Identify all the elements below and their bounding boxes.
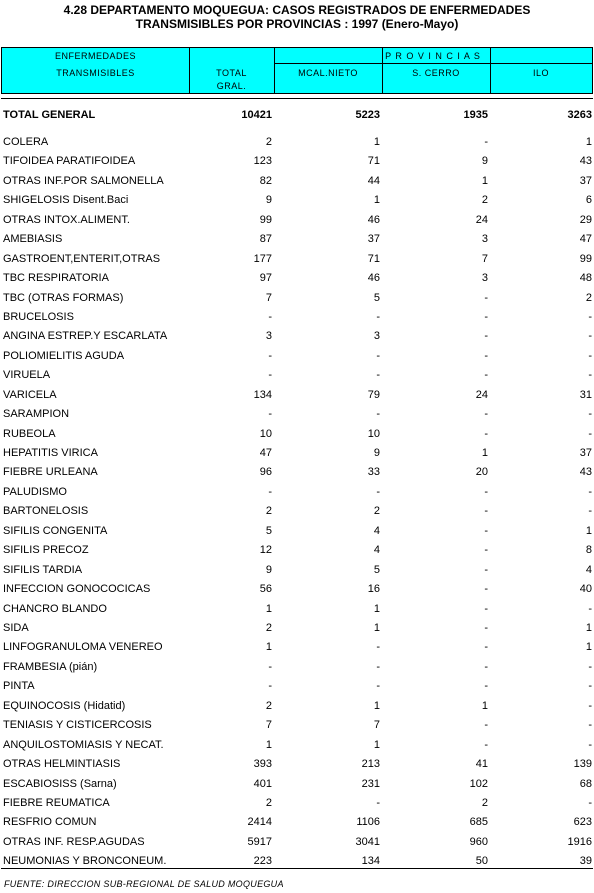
row-ilo: 37 <box>579 174 592 187</box>
row-name: ESCABIOSISS (Sarna) <box>3 777 117 790</box>
row-scerro: 2 <box>481 796 488 809</box>
row-mcal: 1 <box>373 602 380 615</box>
row-total: 223 <box>253 855 272 868</box>
row-total: 2 <box>265 699 272 712</box>
row-mcal: 79 <box>367 388 380 401</box>
header-provincias: P R O V I N C I A S <box>385 51 481 61</box>
table-row <box>0 855 594 874</box>
row-total: - <box>268 680 272 693</box>
row-scerro: - <box>484 505 488 518</box>
table-row <box>0 603 594 622</box>
row-scerro: 20 <box>475 466 488 479</box>
row-total: 1 <box>265 602 272 615</box>
row-total: 87 <box>259 233 272 246</box>
row-total: 2 <box>265 136 272 148</box>
row-total: - <box>268 310 272 323</box>
table-row <box>0 194 594 213</box>
row-mcal: 7 <box>373 719 380 732</box>
row-scerro: - <box>484 622 488 634</box>
table-row <box>0 233 594 252</box>
row-mcal: 2 <box>373 505 380 518</box>
row-scerro: 24 <box>475 388 488 401</box>
table-row <box>0 369 594 388</box>
table-row <box>0 564 594 583</box>
row-ilo: 3263 <box>567 109 592 121</box>
table-row <box>0 525 594 544</box>
row-total: 1 <box>265 641 272 654</box>
row-total: 1 <box>265 738 272 751</box>
table-row <box>0 428 594 447</box>
row-name: TBC RESPIRATORIA <box>3 272 109 285</box>
row-total: 9 <box>265 194 272 207</box>
row-ilo: 68 <box>579 777 592 790</box>
table-row <box>0 447 594 466</box>
row-total: 9 <box>265 563 272 576</box>
row-name: TENIASIS Y CISTICERCOSIS <box>3 719 152 732</box>
row-name: EQUINOCOSIS (Hidatid) <box>3 699 126 712</box>
row-scerro: - <box>484 563 488 576</box>
row-mcal: 134 <box>361 855 380 868</box>
row-scerro: 1 <box>481 699 488 712</box>
row-total: 401 <box>253 777 272 790</box>
row-mcal: - <box>376 369 380 382</box>
row-total: 7 <box>265 291 272 304</box>
row-mcal: - <box>376 485 380 498</box>
row-name: GASTROENT,ENTERIT,OTRAS <box>3 252 161 265</box>
row-ilo: 1916 <box>567 835 592 848</box>
row-scerro: - <box>484 660 488 673</box>
table-row <box>0 641 594 660</box>
row-ilo: - <box>588 660 592 673</box>
row-scerro: 3 <box>481 272 488 285</box>
row-scerro: - <box>484 408 488 421</box>
row-ilo: 2 <box>585 291 592 304</box>
row-name: TIFOIDEA PARATIFOIDEA <box>3 155 136 168</box>
row-scerro: 102 <box>469 777 488 790</box>
row-mcal: - <box>376 408 380 421</box>
header-total-line1: TOTAL <box>216 68 247 78</box>
row-scerro: - <box>484 524 488 537</box>
row-total: 7 <box>265 719 272 732</box>
row-scerro: - <box>484 349 488 362</box>
row-mcal: 4 <box>373 544 380 557</box>
table-row <box>0 797 594 816</box>
row-scerro: - <box>484 330 488 343</box>
row-scerro: - <box>484 310 488 323</box>
row-name: SIFILIS PRECOZ <box>3 544 89 557</box>
row-name: RESFRIO COMUN <box>3 816 97 829</box>
row-name: TOTAL GENERAL <box>3 109 96 121</box>
row-scerro: 3 <box>481 233 488 246</box>
table-title-line1: 4.28 DEPARTAMENTO MOQUEGUA: CASOS REGISTRADOS DE ENFERMEDADES <box>63 3 531 17</box>
row-name: BARTONELOSIS <box>3 505 89 518</box>
row-scerro: 9 <box>481 155 488 168</box>
row-ilo: - <box>588 408 592 421</box>
row-ilo: 1 <box>585 524 592 537</box>
table-row <box>0 486 594 505</box>
row-ilo: 43 <box>579 155 592 168</box>
row-total: 96 <box>259 466 272 479</box>
table-row <box>0 719 594 738</box>
row-name: SARAMPION <box>3 408 70 421</box>
row-mcal: - <box>376 796 380 809</box>
row-ilo: 31 <box>579 388 592 401</box>
row-mcal: 3 <box>373 330 380 343</box>
row-mcal: 33 <box>367 466 380 479</box>
row-name: FIEBRE REUMATICA <box>3 796 110 809</box>
row-name: CHANCRO BLANDO <box>3 602 107 615</box>
row-total: 5 <box>265 524 272 537</box>
row-name: PINTA <box>3 680 35 693</box>
row-mcal: 71 <box>367 155 380 168</box>
row-name: POLIOMIELITIS AGUDA <box>3 349 125 362</box>
row-ilo: - <box>588 699 592 712</box>
row-ilo: - <box>588 719 592 732</box>
row-total: 10421 <box>241 109 272 121</box>
table-row <box>0 816 594 835</box>
header-bottom-rule <box>1 98 593 99</box>
row-total: 56 <box>259 583 272 596</box>
table-row <box>0 700 594 719</box>
row-mcal: 1106 <box>356 816 380 829</box>
row-mcal: 3041 <box>355 835 380 848</box>
row-name: OTRAS INTOX.ALIMENT. <box>3 213 130 226</box>
header-total-line2: GRAL. <box>216 81 247 91</box>
row-total: - <box>268 408 272 421</box>
row-ilo: 1 <box>585 622 592 634</box>
row-total: - <box>268 485 272 498</box>
table-row <box>0 350 594 369</box>
row-mcal: 1 <box>373 622 380 634</box>
row-name: FRAMBESIA (pián) <box>3 660 98 673</box>
row-mcal: - <box>376 680 380 693</box>
row-name: TBC (OTRAS FORMAS) <box>3 291 124 304</box>
row-name: HEPATITIS VIRICA <box>3 447 98 460</box>
row-scerro: 1 <box>481 447 488 460</box>
table-row <box>0 330 594 349</box>
row-scerro: 7 <box>481 252 488 265</box>
row-total: 47 <box>259 447 272 460</box>
row-mcal: 10 <box>367 427 380 440</box>
row-name: INFECCION GONOCOCICAS <box>3 583 151 596</box>
row-scerro: 685 <box>469 816 488 829</box>
row-name: OTRAS HELMINTIASIS <box>3 758 121 771</box>
row-scerro: - <box>484 583 488 596</box>
row-scerro: 2 <box>481 194 488 207</box>
row-name: SIDA <box>3 622 29 634</box>
row-ilo: - <box>588 505 592 518</box>
row-ilo: 43 <box>579 466 592 479</box>
row-mcal: 16 <box>367 583 380 596</box>
row-mcal: 1 <box>373 699 380 712</box>
row-mcal: 4 <box>373 524 380 537</box>
table-row <box>0 408 594 427</box>
row-name: PALUDISMO <box>3 485 67 498</box>
table-row <box>0 758 594 777</box>
row-ilo: 40 <box>579 583 592 596</box>
row-ilo: - <box>588 369 592 382</box>
row-name: FIEBRE URLEANA <box>3 466 98 479</box>
row-mcal: - <box>376 660 380 673</box>
row-scerro: - <box>484 680 488 693</box>
table-row <box>0 583 594 602</box>
row-total: 134 <box>253 388 272 401</box>
row-ilo: 37 <box>579 447 592 460</box>
row-mcal: - <box>376 349 380 362</box>
row-name: SIFILIS CONGENITA <box>3 524 108 537</box>
row-total: 3 <box>265 330 272 343</box>
row-ilo: 1 <box>585 136 592 148</box>
row-total: 177 <box>253 252 272 265</box>
table-row <box>0 622 594 641</box>
row-total: 82 <box>259 174 272 187</box>
table-row <box>0 544 594 563</box>
row-ilo: 623 <box>573 816 592 829</box>
row-ilo: 8 <box>585 544 592 557</box>
row-name: AMEBIASIS <box>3 233 63 246</box>
row-scerro: - <box>484 136 488 148</box>
table-row <box>0 505 594 524</box>
row-scerro: - <box>484 427 488 440</box>
table-row <box>0 680 594 699</box>
row-total: 2414 <box>247 816 272 829</box>
row-ilo: - <box>588 796 592 809</box>
row-scerro: - <box>484 641 488 654</box>
row-ilo: - <box>588 680 592 693</box>
row-scerro: 24 <box>475 213 488 226</box>
row-ilo: - <box>588 602 592 615</box>
row-ilo: 4 <box>585 563 592 576</box>
row-total: - <box>268 369 272 382</box>
row-scerro: 50 <box>475 855 488 868</box>
row-mcal: 1 <box>373 194 380 207</box>
header-col-ilo: ILO <box>532 68 549 78</box>
row-name: BRUCELOSIS <box>3 310 74 323</box>
table-row <box>0 272 594 291</box>
row-total: - <box>268 660 272 673</box>
row-name: ANQUILOSTOMIASIS Y NECAT. <box>3 738 164 751</box>
row-total: 393 <box>253 758 272 771</box>
table-row <box>0 311 594 330</box>
row-scerro: 1935 <box>463 109 488 121</box>
row-ilo: 47 <box>579 233 592 246</box>
row-name: SHIGELOSIS Disent.Baci <box>3 194 129 207</box>
row-mcal: 231 <box>361 777 380 790</box>
header-enfermedades-line1: ENFERMEDADES <box>54 51 136 61</box>
row-mcal: - <box>376 310 380 323</box>
table-row <box>0 175 594 194</box>
row-ilo: - <box>588 310 592 323</box>
row-total: 2 <box>265 622 272 634</box>
table-row <box>0 389 594 408</box>
row-total: 99 <box>259 213 272 226</box>
row-name: LINFOGRANULOMA VENEREO <box>3 641 163 654</box>
row-ilo: - <box>588 330 592 343</box>
row-mcal: 46 <box>367 213 380 226</box>
row-ilo: - <box>588 485 592 498</box>
header-divider <box>274 63 592 64</box>
row-name: ANGINA ESTREP.Y ESCARLATA <box>3 330 168 343</box>
row-scerro: - <box>484 369 488 382</box>
row-total: 97 <box>259 272 272 285</box>
row-scerro: - <box>484 719 488 732</box>
row-name: NEUMONIAS Y BRONCONEUM. <box>3 855 167 868</box>
row-name: VIRUELA <box>3 369 51 382</box>
table-row <box>0 214 594 233</box>
header-col-mcal: MCAL.NIETO <box>298 68 358 78</box>
row-ilo: 39 <box>579 855 592 868</box>
table-row <box>0 661 594 680</box>
row-total: 12 <box>259 544 272 557</box>
row-total: 123 <box>253 155 272 168</box>
row-mcal: 9 <box>373 447 380 460</box>
table-bottom-rule <box>1 868 593 869</box>
row-ilo: - <box>588 349 592 362</box>
row-total: 2 <box>265 796 272 809</box>
row-ilo: 1 <box>585 641 592 654</box>
header-col-scerro: S. CERRO <box>412 68 460 78</box>
table-row <box>0 136 594 155</box>
table-title-line2: TRANSMISIBLES POR PROVINCIAS : 1997 (Enero-Mayo) <box>135 17 459 31</box>
row-mcal: 5223 <box>355 109 380 121</box>
source-note: FUENTE: DIRECCION SUB-REGIONAL DE SALUD MOQUEGUA <box>4 879 284 889</box>
table-row <box>0 292 594 311</box>
row-ilo: 48 <box>579 272 592 285</box>
row-scerro: - <box>484 738 488 751</box>
row-ilo: 99 <box>579 252 592 265</box>
row-ilo: 139 <box>573 758 592 771</box>
table-row <box>0 466 594 485</box>
table-row <box>0 739 594 758</box>
header-enfermedades-line2: TRANSMISIBLES <box>56 68 135 78</box>
row-name: RUBEOLA <box>3 427 56 440</box>
row-scerro: - <box>484 291 488 304</box>
row-mcal: 46 <box>367 272 380 285</box>
row-mcal: 71 <box>367 252 380 265</box>
row-total: 2 <box>265 505 272 518</box>
row-mcal: 1 <box>373 136 380 148</box>
row-scerro: 41 <box>475 758 488 771</box>
row-name: OTRAS INF.POR SALMONELLA <box>3 174 164 187</box>
row-ilo: 6 <box>585 194 592 207</box>
row-mcal: - <box>376 641 380 654</box>
row-mcal: 5 <box>373 291 380 304</box>
row-mcal: 213 <box>361 758 380 771</box>
row-scerro: - <box>484 485 488 498</box>
table-row <box>0 253 594 272</box>
row-total: - <box>268 349 272 362</box>
row-scerro: 960 <box>469 835 488 848</box>
row-name: VARICELA <box>3 388 57 401</box>
total-general-row <box>0 109 594 128</box>
row-name: COLERA <box>3 136 49 148</box>
row-scerro: - <box>484 544 488 557</box>
table-row <box>0 836 594 855</box>
row-scerro: 1 <box>481 174 488 187</box>
row-mcal: 37 <box>367 233 380 246</box>
row-name: SIFILIS TARDIA <box>3 563 83 576</box>
table-row <box>0 155 594 174</box>
row-mcal: 1 <box>373 738 380 751</box>
row-total: 5917 <box>247 835 272 848</box>
row-ilo: - <box>588 427 592 440</box>
table-row <box>0 778 594 797</box>
row-mcal: 44 <box>367 174 380 187</box>
row-mcal: 5 <box>373 563 380 576</box>
row-scerro: - <box>484 602 488 615</box>
table-header <box>1 47 593 94</box>
row-name: OTRAS INF. RESP.AGUDAS <box>3 835 145 848</box>
row-ilo: - <box>588 738 592 751</box>
row-total: 10 <box>259 427 272 440</box>
row-ilo: 29 <box>579 213 592 226</box>
